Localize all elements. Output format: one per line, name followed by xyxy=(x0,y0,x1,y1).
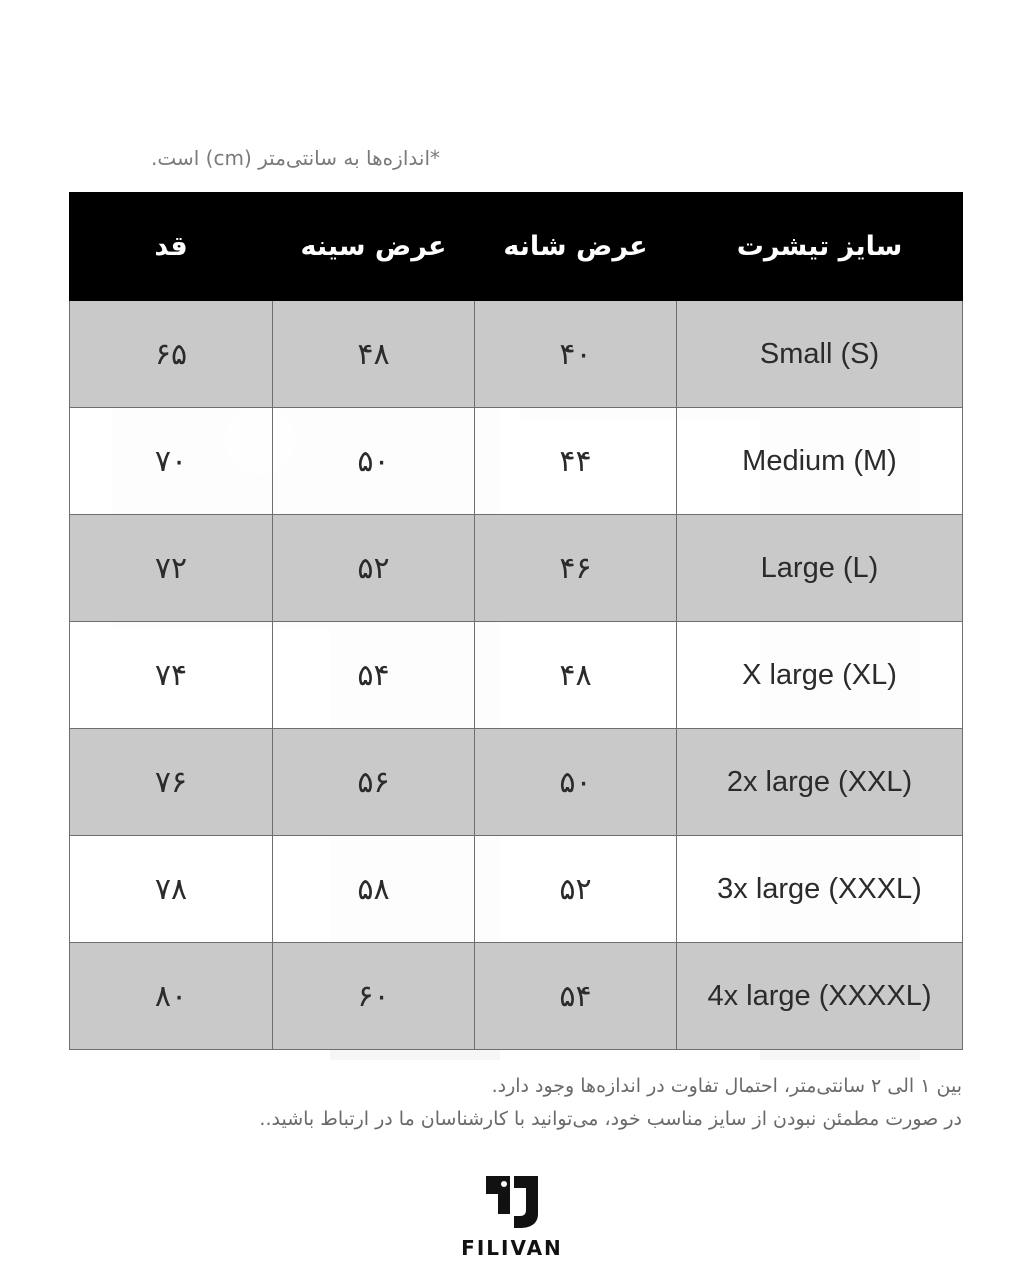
header-chest-width: عرض سینه xyxy=(273,193,475,301)
table-header-row xyxy=(70,193,963,301)
table-row xyxy=(70,515,963,622)
chest-cell: ۵۲ xyxy=(273,515,475,622)
size-cell: 2x large (XXL) xyxy=(677,729,963,836)
tolerance-note: بین ۱ الی ۲ سانتی‌متر، احتمال تفاوت در اندازه‌ها وجود دارد. xyxy=(491,1075,962,1097)
table-row xyxy=(70,836,963,943)
shoulder-cell: ۵۴ xyxy=(475,943,677,1050)
size-cell: 4x large (XXXXL) xyxy=(677,943,963,1050)
length-cell: ۷۰ xyxy=(70,408,273,515)
brand-name: FILIVAN xyxy=(461,1236,563,1260)
notes-section xyxy=(60,1070,962,1136)
table-row xyxy=(70,729,963,836)
logo-mark-icon xyxy=(484,1172,540,1230)
size-cell: Large (L) xyxy=(677,515,963,622)
length-cell: ۶۵ xyxy=(70,301,273,408)
shoulder-cell: ۴۴ xyxy=(475,408,677,515)
measurement-unit-note: *اندازه‌ها به سانتی‌متر (cm) است. xyxy=(151,146,440,170)
size-cell: 3x large (XXXL) xyxy=(677,836,963,943)
chest-cell: ۵۴ xyxy=(273,622,475,729)
size-cell: Small (S) xyxy=(677,301,963,408)
table-row xyxy=(70,408,963,515)
header-length: قد xyxy=(70,193,273,301)
size-cell: Medium (M) xyxy=(677,408,963,515)
header-shoulder-width: عرض شانه xyxy=(475,193,677,301)
contact-note: در صورت مطمئن نبودن از سایز مناسب خود، می‌توانید با کارشناسان ما در ارتباط باشید.. xyxy=(259,1108,962,1130)
length-cell: ۷۲ xyxy=(70,515,273,622)
table-row xyxy=(70,622,963,729)
length-cell: ۷۸ xyxy=(70,836,273,943)
shoulder-cell: ۵۰ xyxy=(475,729,677,836)
header-size: سایز تیشرت xyxy=(677,193,963,301)
shoulder-cell: ۴۰ xyxy=(475,301,677,408)
shoulder-cell: ۵۲ xyxy=(475,836,677,943)
chest-cell: ۵۸ xyxy=(273,836,475,943)
chest-cell: ۵۰ xyxy=(273,408,475,515)
table-row xyxy=(70,301,963,408)
length-cell: ۸۰ xyxy=(70,943,273,1050)
shoulder-cell: ۴۶ xyxy=(475,515,677,622)
chest-cell: ۵۶ xyxy=(273,729,475,836)
chest-cell: ۶۰ xyxy=(273,943,475,1050)
size-cell: X large (XL) xyxy=(677,622,963,729)
length-cell: ۷۶ xyxy=(70,729,273,836)
table-row xyxy=(70,943,963,1050)
size-chart-table xyxy=(69,192,963,1050)
length-cell: ۷۴ xyxy=(70,622,273,729)
chest-cell: ۴۸ xyxy=(273,301,475,408)
shoulder-cell: ۴۸ xyxy=(475,622,677,729)
brand-logo xyxy=(460,1172,564,1260)
